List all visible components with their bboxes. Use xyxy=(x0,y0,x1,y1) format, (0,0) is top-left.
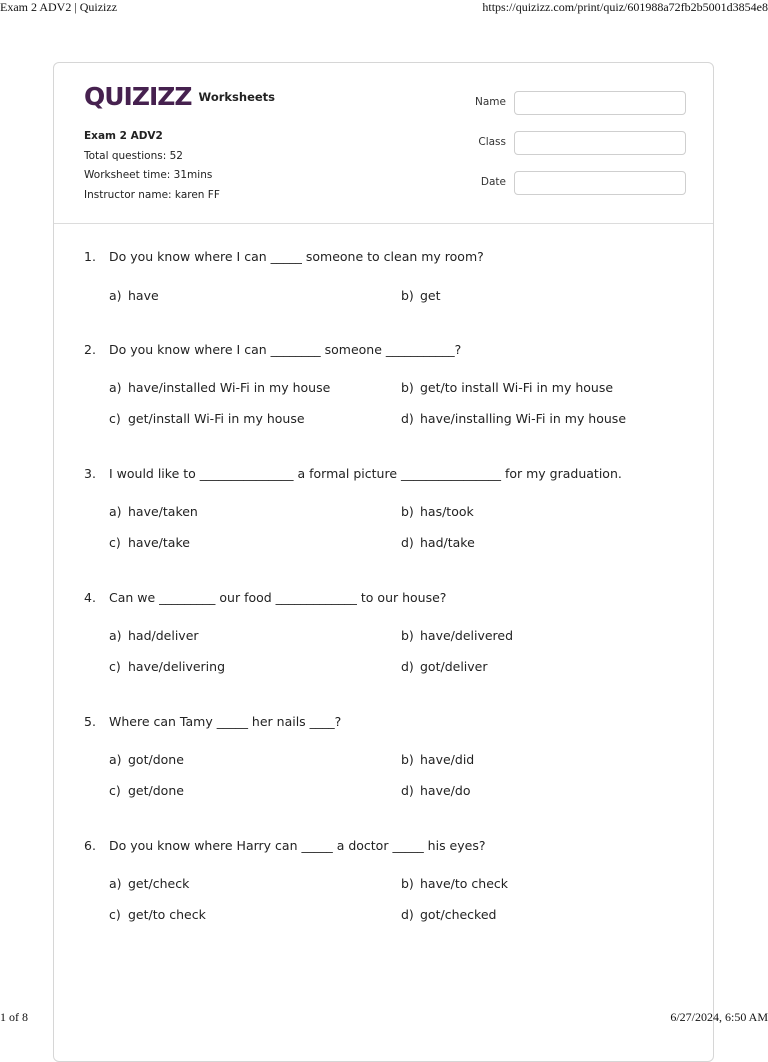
option-letter: c) xyxy=(109,411,121,426)
option-letter: c) xyxy=(109,659,121,674)
class-input[interactable] xyxy=(514,131,686,155)
option-letter: a) xyxy=(109,380,122,395)
question-stem xyxy=(84,714,341,729)
option-letter: c) xyxy=(109,783,121,798)
question-text: Where can Tamy _____ her nails ____? xyxy=(109,714,342,729)
option-c xyxy=(109,659,225,674)
option-b xyxy=(401,288,441,303)
option-text: have/did xyxy=(420,752,475,767)
worksheet-card xyxy=(53,62,714,1062)
option-letter: d) xyxy=(401,783,414,798)
option-d xyxy=(401,659,488,674)
date-field xyxy=(454,171,686,195)
option-text: get/done xyxy=(128,783,184,798)
option-text: has/took xyxy=(420,504,474,519)
worksheet-header xyxy=(54,63,713,224)
option-text: got/checked xyxy=(420,907,497,922)
print-datetime: 6/27/2024, 6:50 AM xyxy=(670,1010,768,1024)
class-field xyxy=(454,131,686,155)
question-stem xyxy=(84,249,484,264)
worksheet-time: Worksheet time: 31mins xyxy=(84,169,213,181)
option-letter: b) xyxy=(401,876,414,891)
total-questions: Total questions: 52 xyxy=(84,149,183,162)
brand-label: Worksheets xyxy=(198,90,276,104)
print-header xyxy=(0,0,768,16)
name-input[interactable] xyxy=(514,91,686,115)
option-letter: b) xyxy=(401,288,414,303)
question-stem xyxy=(84,466,622,481)
quizizz-logo: QUIZIZZ xyxy=(84,82,192,111)
option-letter: d) xyxy=(401,907,414,922)
option-text: have/do xyxy=(420,783,471,798)
question-number: 4. xyxy=(84,590,96,605)
option-b xyxy=(401,380,613,395)
instructor-name: Instructor name: karen FF xyxy=(84,188,220,201)
option-b xyxy=(401,504,474,519)
option-letter: b) xyxy=(401,380,414,395)
option-a xyxy=(109,288,159,303)
option-d xyxy=(401,783,470,798)
question-number: 2. xyxy=(84,342,96,357)
option-text: have/take xyxy=(128,535,190,550)
option-text: have/delivered xyxy=(420,628,514,643)
class-label: Class xyxy=(478,136,506,148)
option-text: had/deliver xyxy=(128,628,199,643)
option-text: have/taken xyxy=(128,504,198,519)
option-text: have/to check xyxy=(420,876,509,891)
option-c xyxy=(109,411,305,426)
worksheet-meta xyxy=(84,127,220,205)
question-text: Do you know where I can _____ someone to clean my room? xyxy=(109,249,484,264)
option-a xyxy=(109,628,199,643)
option-b xyxy=(401,876,508,891)
option-letter: b) xyxy=(401,752,414,767)
name-label: Name xyxy=(475,96,506,108)
worksheet-title: Exam 2 ADV2 xyxy=(84,130,163,142)
option-text: get xyxy=(420,288,441,303)
name-field xyxy=(454,91,686,115)
question-stem xyxy=(84,838,485,853)
option-d xyxy=(401,535,475,550)
question-stem xyxy=(84,590,446,605)
question-stem xyxy=(84,342,461,357)
question-text: Do you know where I can ________ someone ___________? xyxy=(109,342,462,357)
option-c xyxy=(109,535,190,550)
option-letter: d) xyxy=(401,411,414,426)
print-url: https://quizizz.com/print/quiz/601988a72fb2b5001d3854e8 xyxy=(482,0,768,14)
option-a xyxy=(109,504,198,519)
option-b xyxy=(401,628,513,643)
option-letter: b) xyxy=(401,628,414,643)
option-a xyxy=(109,876,189,891)
option-text: have/delivering xyxy=(128,659,226,674)
question-text: Can we _________ our food _____________ to our house? xyxy=(109,590,447,605)
option-text: got/deliver xyxy=(420,659,488,674)
option-a xyxy=(109,380,330,395)
option-b xyxy=(401,752,474,767)
question-number: 3. xyxy=(84,466,96,481)
option-text: have/installing Wi-Fi in my house xyxy=(420,411,627,426)
option-text: have xyxy=(128,288,159,303)
option-a xyxy=(109,752,184,767)
option-letter: c) xyxy=(109,907,121,922)
question-text: Do you know where Harry can _____ a doctor _____ his eyes? xyxy=(109,838,486,853)
option-text: had/take xyxy=(420,535,475,550)
option-letter: d) xyxy=(401,535,414,550)
option-d xyxy=(401,411,626,426)
question-text: I would like to _______________ a formal picture ________________ for my graduation. xyxy=(109,466,622,481)
question-number: 1. xyxy=(84,249,96,264)
option-c xyxy=(109,783,184,798)
option-c xyxy=(109,907,206,922)
print-page-title: Exam 2 ADV2 | Quizizz xyxy=(0,0,118,14)
option-letter: d) xyxy=(401,659,414,674)
date-label: Date xyxy=(480,176,506,188)
option-text: get/to check xyxy=(128,907,206,922)
question-number: 5. xyxy=(84,714,96,729)
brand xyxy=(84,82,276,111)
option-text: get/to install Wi-Fi in my house xyxy=(420,380,614,395)
option-letter: b) xyxy=(401,504,414,519)
option-text: get/install Wi-Fi in my house xyxy=(128,411,305,426)
option-text: have/installed Wi-Fi in my house xyxy=(128,380,331,395)
option-d xyxy=(401,907,496,922)
option-letter: a) xyxy=(109,504,122,519)
option-text: get/check xyxy=(128,876,190,891)
option-letter: a) xyxy=(109,876,122,891)
option-letter: c) xyxy=(109,535,121,550)
question-number: 6. xyxy=(84,838,96,853)
option-text: got/done xyxy=(128,752,184,767)
page-count: 1 of 8 xyxy=(0,1010,28,1024)
date-input[interactable] xyxy=(514,171,686,195)
option-letter: a) xyxy=(109,752,122,767)
option-letter: a) xyxy=(109,628,122,643)
option-letter: a) xyxy=(109,288,122,303)
